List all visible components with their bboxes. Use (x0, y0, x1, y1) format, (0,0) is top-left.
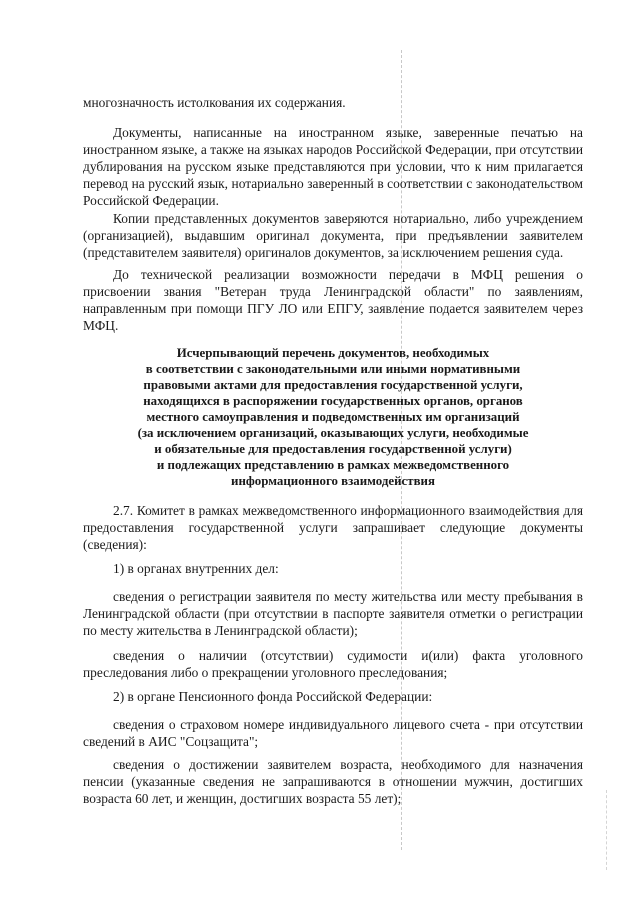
list-item-pension-age: сведения о достижении заявителем возраста, необходимого для назначения пенсии (указанные сведения не запрашиваются в отношении мужчин, достигших возраста 60 лет, и женщин, достигших возраста 55 лет); (83, 757, 583, 806)
list-heading-internal-affairs: 1) в органах внутренних дел: (113, 561, 279, 576)
section-heading-line: и обязательные для предоставления государственной услуги) (154, 442, 512, 456)
scan-fold-line (606, 790, 607, 870)
list-item-criminal-record: сведения о наличии (отсутствии) судимости и(или) факта уголовного преследования либо о прекращении уголовного преследования; (83, 648, 583, 680)
section-heading (83, 345, 583, 489)
section-heading-line: информационного взаимодействия (231, 474, 435, 488)
list-item-registration-info: сведения о регистрации заявителя по месту жительства или месту пребывания в Ленинградской области (при отсутствии в паспорте заявителя отметки о регистрации по месту жительства в Ленинградской области); (83, 589, 583, 638)
section-heading-line: находящихся в распоряжении государственных органов, органов (143, 394, 523, 408)
section-heading-line: местного самоуправления и подведомственных им организаций (146, 410, 520, 424)
list-item-insurance-number: сведения о страховом номере индивидуального лицевого счета - при отсутствии сведений в АИС "Соцзащита"; (83, 717, 583, 749)
section-heading-line: (за исключением организаций, оказывающих услуги, необходимые (137, 426, 529, 440)
paragraph-copies-certification: Копии представленных документов заверяются нотариально, либо учреждением (организацией), выдавшим оригинал документа, при предъявлении заявителем (представителем заявителя) оригиналов документов, за исключением решения суда. (83, 211, 583, 260)
paragraph-mfc-submission: До технической реализации возможности передачи в МФЦ решения о присвоении звания "Ветеран труда Ленинградской области" по заявлениям, направленным при помощи ПГУ ЛО или ЕПГУ, заявление подается заявителем через МФЦ. (83, 267, 583, 333)
paragraph-continuation: многозначность истолкования их содержания. (83, 95, 346, 110)
section-heading-line: и подлежащих представлению в рамках межведомственного (156, 458, 510, 472)
list-heading-pension-fund: 2) в органе Пенсионного фонда Российской Федерации: (113, 689, 433, 704)
section-heading-line: правовыми актами для предоставления государственной услуги, (143, 378, 523, 392)
section-heading-line: в соответствии с законодательными или иными нормативными (145, 362, 521, 376)
paragraph-foreign-documents: Документы, написанные на иностранном языке, заверенные печатью на иностранном языке, а также на языках народов Российской Федерации, при отсутствии дублирования на русском языке представляются при условии, что к ним прилагается перевод на русский язык, нотариально заверенный в соответствии с законодательством Российской Федерации. (83, 125, 583, 208)
paragraph-clause-2-7: 2.7. Комитет в рамках межведомственного информационного взаимодействия для предоставления государственной услуги запрашивает следующие документы (сведения): (83, 503, 583, 552)
section-heading-line: Исчерпывающий перечень документов, необходимых (176, 346, 490, 360)
